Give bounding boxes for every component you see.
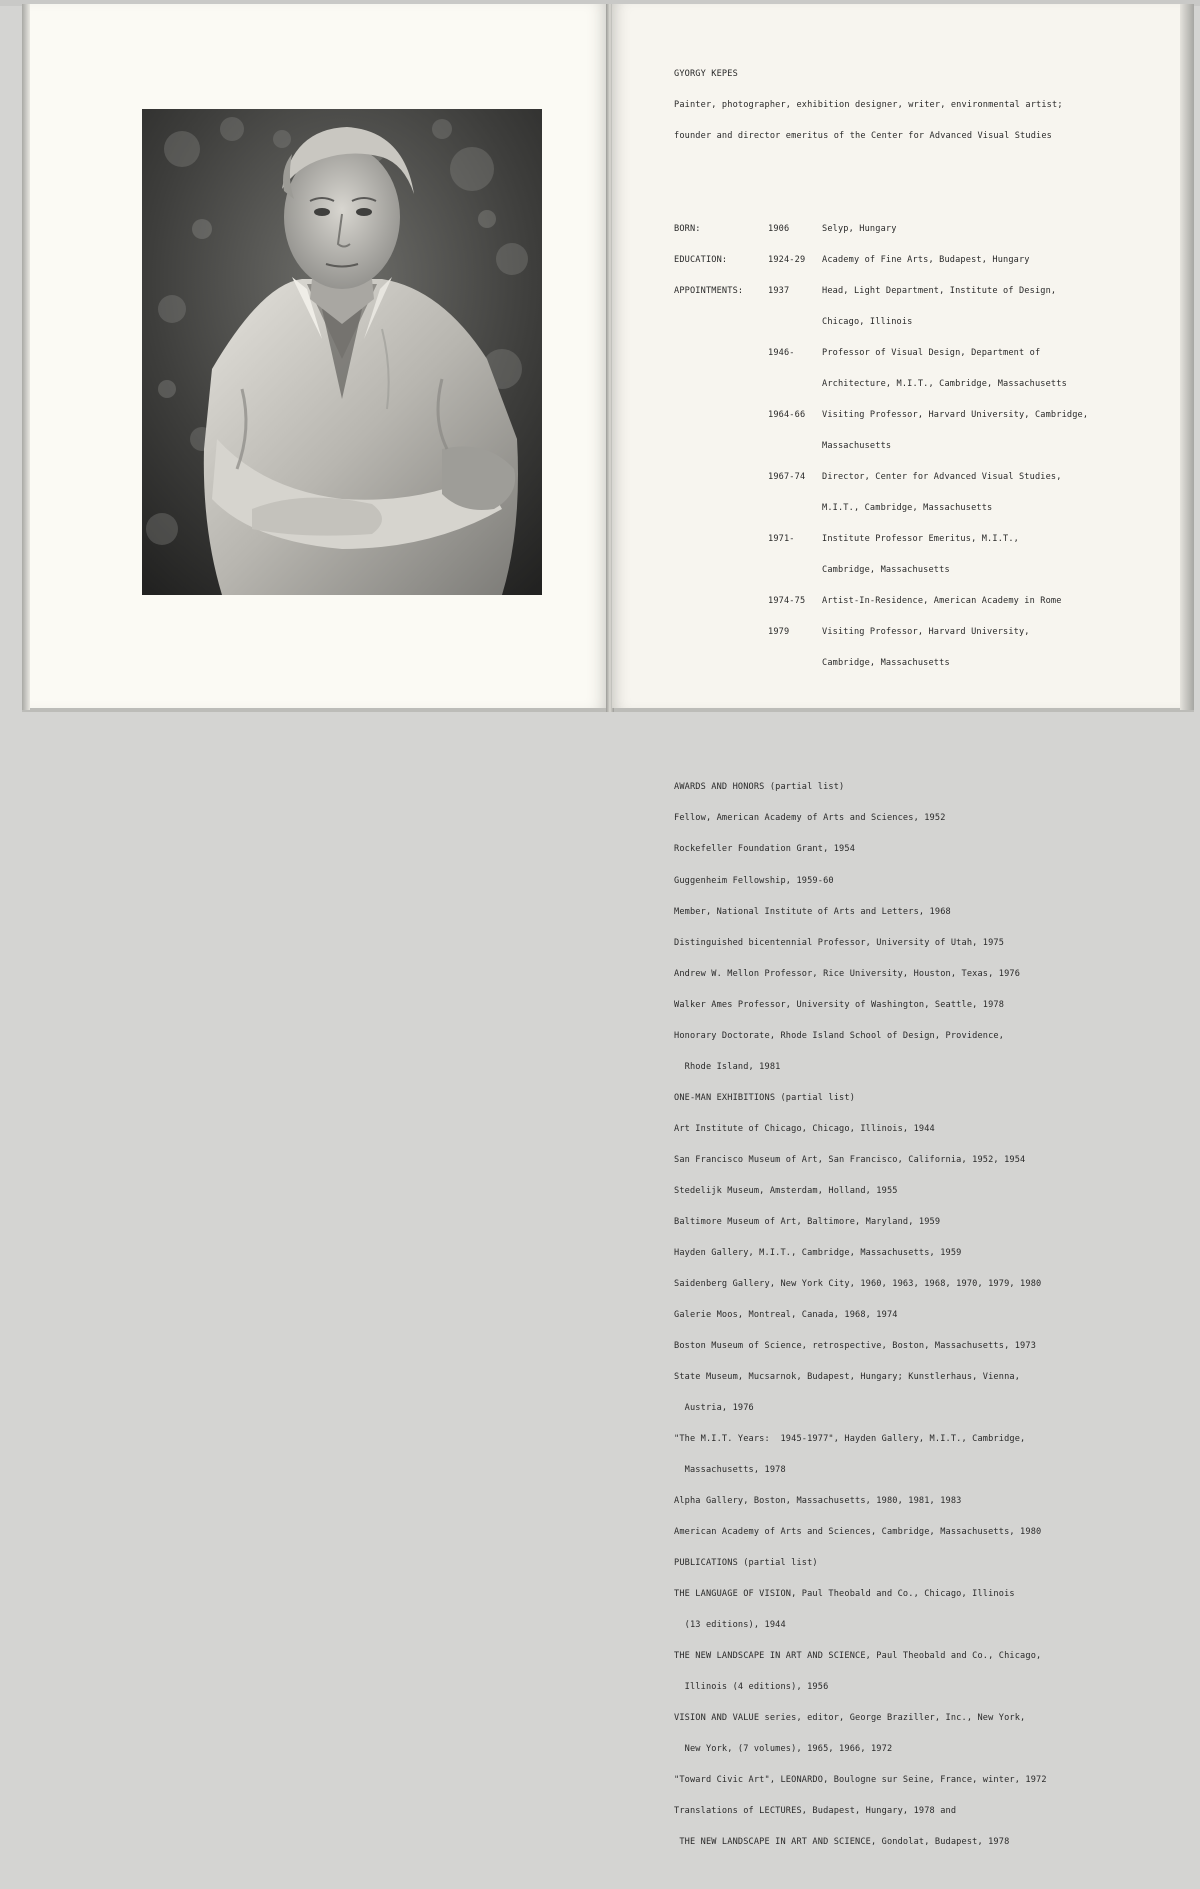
text-line: State Museum, Mucsarnok, Budapest, Hungary; Kunstlerhaus, Vienna,: [674, 1372, 1021, 1382]
fact-text: Selyp, Hungary: [822, 223, 897, 234]
right-page-stack-edge: [1180, 4, 1194, 710]
fact-text: Architecture, M.I.T., Cambridge, Massachusetts: [822, 379, 1067, 389]
fact-text: Visiting Professor, Harvard University, Cambridge,: [822, 410, 1089, 421]
artist-roles-line-1: Painter, photographer, exhibition designer, writer, environmental artist;: [674, 99, 1063, 110]
text-line: "The M.I.T. Years: 1945-1977", Hayden Gallery, M.I.T., Cambridge,: [674, 1434, 1026, 1445]
text-line: Fellow, American Academy of Arts and Sciences, 1952: [674, 813, 946, 824]
portrait-image: [142, 109, 542, 595]
text-line: Austria, 1976: [674, 1403, 754, 1414]
fact-row: [674, 534, 1174, 544]
fact-row: [674, 596, 1174, 606]
text-line: THE NEW LANDSCAPE IN ART AND SCIENCE, Gondolat, Budapest, 1978: [674, 1837, 1010, 1848]
left-page: [30, 4, 608, 708]
text-line: Galerie Moos, Montreal, Canada, 1968, 1974: [674, 1309, 898, 1320]
text-line: Honorary Doctorate, Rhode Island School of Design, Providence,: [674, 1030, 1005, 1041]
text-line: AWARDS AND HONORS (partial list): [674, 782, 845, 793]
fact-year: 1964-66: [768, 410, 806, 421]
fact-row: [674, 348, 1174, 358]
fact-row: [674, 503, 1174, 513]
fact-text: Professor of Visual Design, Department of: [822, 347, 1041, 358]
fact-row: [674, 317, 1174, 327]
fact-text: Head, Light Department, Institute of Design,: [822, 285, 1057, 296]
text-line: Rockefeller Foundation Grant, 1954: [674, 844, 856, 855]
fact-text: Artist-In-Residence, American Academy in Rome: [822, 596, 1062, 607]
text-line: PUBLICATIONS (partial list): [674, 1558, 818, 1569]
fact-row: [674, 472, 1174, 482]
fact-text: Academy of Fine Arts, Budapest, Hungary: [822, 254, 1030, 265]
fact-row: [674, 224, 1174, 234]
fact-row: [674, 255, 1174, 265]
fact-text: Massachusetts: [822, 441, 892, 452]
text-line: Member, National Institute of Arts and Letters, 1968: [674, 906, 951, 917]
fact-row: [674, 441, 1174, 451]
fact-year: 1924-29: [768, 254, 806, 265]
fact-year: 1967-74: [768, 472, 806, 483]
fact-row: [674, 379, 1174, 389]
text-line: "Toward Civic Art", LEONARDO, Boulogne sur Seine, France, winter, 1972: [674, 1775, 1047, 1786]
right-page: [612, 4, 1180, 1848]
fact-row: [674, 627, 1174, 637]
fact-year: 1974-75: [768, 596, 806, 607]
fact-year: 1937: [768, 285, 790, 296]
text-line: Alpha Gallery, Boston, Massachusetts, 1980, 1981, 1983: [674, 1496, 962, 1507]
artist-roles-line-2: founder and director emeritus of the Center for Advanced Visual Studies: [674, 130, 1052, 141]
fact-year: 1906: [768, 223, 790, 234]
fact-text: Cambridge, Massachusetts: [822, 658, 950, 669]
fact-year: 1979: [768, 627, 790, 638]
fact-text: Chicago, Illinois: [822, 316, 913, 327]
fact-text: Visiting Professor, Harvard University,: [822, 627, 1030, 638]
text-line: Translations of LECTURES, Budapest, Hungary, 1978 and: [674, 1806, 957, 1817]
facts-table: [674, 203, 1174, 689]
text-line: Art Institute of Chicago, Chicago, Illinois, 1944: [674, 1123, 935, 1134]
text-line: THE LANGUAGE OF VISION, Paul Theobald and Co., Chicago, Illinois: [674, 1589, 1015, 1600]
text-line: Guggenheim Fellowship, 1959-60: [674, 875, 834, 886]
text-line: Saidenberg Gallery, New York City, 1960, 1963, 1968, 1970, 1979, 1980: [674, 1278, 1042, 1289]
fact-label: APPOINTMENTS:: [674, 285, 744, 296]
text-line: San Francisco Museum of Art, San Francisco, California, 1952, 1954: [674, 1154, 1026, 1165]
text-line: Walker Ames Professor, University of Washington, Seattle, 1978: [674, 999, 1005, 1010]
text-line: Illinois (4 editions), 1956: [674, 1682, 829, 1693]
fact-row: [674, 565, 1174, 575]
lists-block: [674, 762, 1174, 1869]
text-line: THE NEW LANDSCAPE IN ART AND SCIENCE, Paul Theobald and Co., Chicago,: [674, 1651, 1042, 1662]
text-line: Rhode Island, 1981: [674, 1061, 781, 1072]
portrait-photograph: [142, 109, 542, 595]
spacer: [674, 720, 1174, 730]
artist-name: GYORGY KEPES: [674, 68, 738, 79]
open-book: [22, 4, 1194, 1848]
text-line: Baltimore Museum of Art, Baltimore, Maryland, 1959: [674, 1216, 941, 1227]
text-line: VISION AND VALUE series, editor, George Braziller, Inc., New York,: [674, 1713, 1026, 1724]
fact-text: Institute Professor Emeritus, M.I.T.,: [822, 534, 1019, 545]
text-line: Boston Museum of Science, retrospective, Boston, Massachusetts, 1973: [674, 1340, 1037, 1351]
fact-text: Director, Center for Advanced Visual Studies,: [822, 472, 1062, 483]
text-line: (13 editions), 1944: [674, 1620, 786, 1631]
text-line: Hayden Gallery, M.I.T., Cambridge, Massachusetts, 1959: [674, 1247, 962, 1258]
text-line: Distinguished bicentennial Professor, University of Utah, 1975: [674, 937, 1005, 948]
fact-year: 1946-: [768, 347, 795, 358]
fact-year: 1971-: [768, 534, 795, 545]
fact-row: [674, 658, 1174, 668]
biography-text: [674, 48, 1174, 1889]
left-page-stack-edge: [22, 4, 30, 710]
text-line: Andrew W. Mellon Professor, Rice University, Houston, Texas, 1976: [674, 968, 1021, 979]
fact-text: M.I.T., Cambridge, Massachusetts: [822, 503, 993, 514]
fact-row: [674, 410, 1174, 420]
text-line: Massachusetts, 1978: [674, 1465, 786, 1476]
fact-label: BORN:: [674, 223, 701, 234]
fact-row: [674, 286, 1174, 296]
fact-text: Cambridge, Massachusetts: [822, 565, 950, 576]
text-line: New York, (7 volumes), 1965, 1966, 1972: [674, 1744, 893, 1755]
text-line: ONE-MAN EXHIBITIONS (partial list): [674, 1092, 856, 1103]
text-line: Stedelijk Museum, Amsterdam, Holland, 1955: [674, 1185, 898, 1196]
text-line: American Academy of Arts and Sciences, Cambridge, Massachusetts, 1980: [674, 1527, 1042, 1538]
fact-label: EDUCATION:: [674, 254, 728, 265]
spacer: [674, 162, 1174, 172]
